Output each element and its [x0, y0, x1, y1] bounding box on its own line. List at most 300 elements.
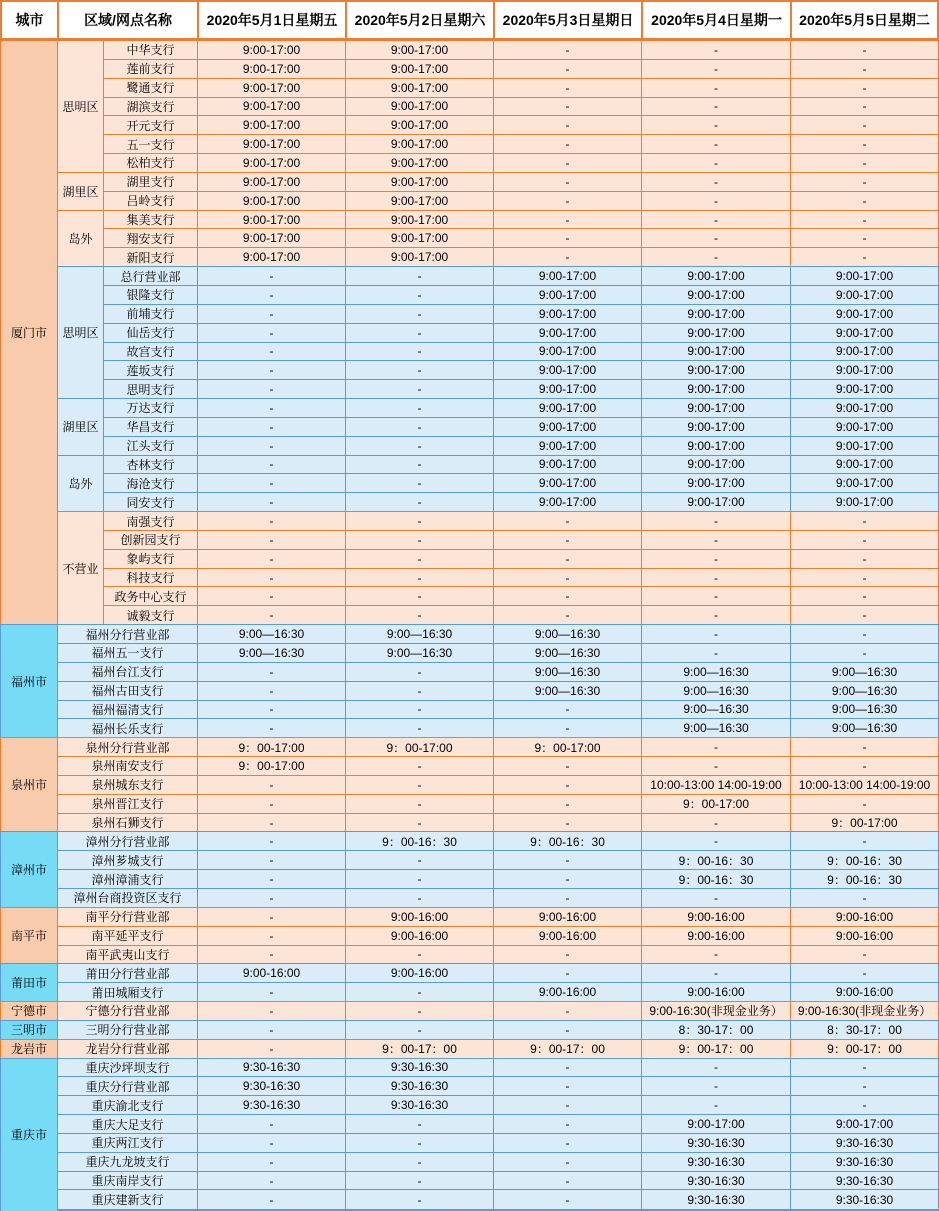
branch-cell: 龙岩分行营业部: [57, 1039, 197, 1058]
branch-cell: 总行营业部: [103, 266, 197, 285]
table-row: [0, 850, 939, 869]
hours-cell: -: [641, 813, 790, 832]
hours-cell: -: [197, 907, 345, 926]
hours-cell: 9:00-17:00: [790, 492, 939, 511]
region-cell: 岛外: [57, 455, 103, 512]
hours-cell: -: [345, 285, 493, 304]
branch-cell: 万达支行: [103, 398, 197, 417]
table-row: [0, 379, 939, 398]
branch-cell: 海沧支行: [103, 473, 197, 492]
branch-cell: 福州分行营业部: [57, 624, 197, 643]
hours-cell: 9：00-16：30: [493, 831, 641, 850]
hours-cell: 9:00-17:00: [345, 40, 493, 59]
hours-cell: -: [197, 982, 345, 1001]
hours-cell: -: [641, 1058, 790, 1077]
branch-cell: 创新园支行: [103, 530, 197, 549]
hours-cell: -: [641, 134, 790, 153]
hours-cell: 9:30-16:30: [345, 1095, 493, 1114]
hours-cell: -: [493, 718, 641, 737]
hours-cell: 9:30-16:30: [197, 1076, 345, 1095]
branch-cell: 华昌支行: [103, 417, 197, 436]
table-row: [0, 417, 939, 436]
hours-cell: 9:00—16:30: [641, 718, 790, 737]
hours-cell: -: [345, 662, 493, 681]
hours-cell: 9:00-17:00: [493, 285, 641, 304]
hours-cell: -: [197, 1020, 345, 1039]
hours-cell: 9:00-17:00: [790, 360, 939, 379]
hours-cell: 9:00-17:00: [641, 455, 790, 474]
hours-cell: -: [197, 266, 345, 285]
branch-cell: 福州福清支行: [57, 700, 197, 719]
table-row: [0, 172, 939, 191]
hours-cell: -: [790, 191, 939, 210]
hours-cell: -: [641, 228, 790, 247]
table-row: [0, 586, 939, 605]
table-row: [0, 78, 939, 97]
hours-cell: -: [197, 831, 345, 850]
hours-cell: 9:00-16:00: [641, 907, 790, 926]
branch-cell: 中华支行: [103, 40, 197, 59]
branch-cell: 新阳支行: [103, 247, 197, 266]
branch-cell: 宁德分行营业部: [57, 1001, 197, 1020]
hours-cell: -: [345, 417, 493, 436]
hours-cell: -: [641, 945, 790, 964]
branch-cell: 福州长乐支行: [57, 718, 197, 737]
branch-cell: 福州台江支行: [57, 662, 197, 681]
hours-cell: -: [790, 78, 939, 97]
header-city: 城市: [0, 0, 57, 40]
hours-cell: 9:00—16:30: [641, 662, 790, 681]
hours-cell: -: [641, 247, 790, 266]
table-row: [0, 323, 939, 342]
hours-cell: 9:00-17:00: [790, 285, 939, 304]
hours-cell: 9：00-17:00: [790, 813, 939, 832]
branch-cell: 松柏支行: [103, 153, 197, 172]
hours-cell: -: [641, 963, 790, 982]
hours-cell: -: [493, 228, 641, 247]
hours-cell: -: [493, 586, 641, 605]
table-row: [0, 285, 939, 304]
city-cell: 福州市: [0, 624, 57, 737]
table-row: [0, 59, 939, 78]
branch-cell: 漳州芗城支行: [57, 850, 197, 869]
table-row: [0, 247, 939, 266]
hours-cell: 9：00-16：30: [641, 869, 790, 888]
hours-cell: -: [790, 831, 939, 850]
hours-cell: 9:00—16:30: [790, 662, 939, 681]
hours-cell: 9:00-16:00: [790, 926, 939, 945]
table-row: [0, 530, 939, 549]
hours-cell: -: [197, 417, 345, 436]
branch-cell: 吕岭支行: [103, 191, 197, 210]
table-row: [0, 643, 939, 662]
hours-cell: 9:00-17:00: [790, 304, 939, 323]
branch-cell: 思明支行: [103, 379, 197, 398]
hours-cell: -: [493, 172, 641, 191]
hours-cell: -: [345, 1189, 493, 1211]
table-row: [0, 775, 939, 794]
hours-cell: 9:00-17:00: [641, 492, 790, 511]
hours-cell: -: [641, 605, 790, 624]
branch-cell: 重庆沙坪坝支行: [57, 1058, 197, 1077]
hours-cell: 10:00-13:00 14:00-19:00: [641, 775, 790, 794]
hours-cell: 9:00-17:00: [790, 266, 939, 285]
hours-cell: -: [493, 700, 641, 719]
hours-cell: -: [493, 869, 641, 888]
table-row: [0, 228, 939, 247]
hours-cell: 8：30-17：00: [790, 1020, 939, 1039]
hours-cell: -: [345, 850, 493, 869]
hours-cell: -: [493, 153, 641, 172]
hours-cell: -: [493, 530, 641, 549]
hours-cell: -: [493, 1020, 641, 1039]
hours-cell: 9:00-16:00: [641, 982, 790, 1001]
hours-cell: 9:00-17:00: [790, 398, 939, 417]
table-row: [0, 907, 939, 926]
branch-cell: 重庆两江支行: [57, 1133, 197, 1152]
hours-cell: -: [493, 97, 641, 116]
branch-cell: 翔安支行: [103, 228, 197, 247]
hours-cell: 9:00-17:00: [790, 455, 939, 474]
branch-cell: 开元支行: [103, 115, 197, 134]
hours-cell: 9:00-17:00: [493, 492, 641, 511]
hours-cell: -: [345, 342, 493, 361]
table-row: [0, 436, 939, 455]
branch-cell: 莆田分行营业部: [57, 963, 197, 982]
hours-cell: -: [493, 549, 641, 568]
hours-cell: 9:00-17:00: [197, 134, 345, 153]
city-cell: 宁德市: [0, 1001, 57, 1020]
hours-cell: -: [641, 172, 790, 191]
hours-cell: 9:00-17:00: [197, 97, 345, 116]
hours-cell: -: [493, 115, 641, 134]
branch-cell: 重庆南岸支行: [57, 1171, 197, 1190]
hours-cell: 9:00-17:00: [345, 78, 493, 97]
hours-cell: -: [641, 586, 790, 605]
hours-cell: -: [493, 1076, 641, 1095]
hours-cell: 9:30-16:30: [641, 1152, 790, 1171]
table-row: [0, 360, 939, 379]
branch-cell: 前埔支行: [103, 304, 197, 323]
hours-cell: -: [345, 304, 493, 323]
hours-cell: -: [197, 794, 345, 813]
table-row: [0, 455, 939, 474]
hours-cell: -: [641, 737, 790, 756]
hours-cell: -: [641, 530, 790, 549]
hours-cell: -: [641, 1095, 790, 1114]
hours-cell: 9:00-17:00: [345, 228, 493, 247]
hours-cell: -: [197, 455, 345, 474]
branch-cell: 南平武夷山支行: [57, 945, 197, 964]
header-date-3: 2020年5月3日星期日: [493, 0, 641, 40]
region-cell: 湖里区: [57, 398, 103, 455]
table-header: [0, 0, 939, 40]
table-row: [0, 1020, 939, 1039]
hours-cell: -: [790, 756, 939, 775]
table-row: [0, 1171, 939, 1190]
table-body: [0, 40, 939, 1211]
hours-cell: -: [790, 134, 939, 153]
hours-cell: 9:00—16:30: [493, 681, 641, 700]
hours-cell: -: [197, 718, 345, 737]
branch-cell: 湖里支行: [103, 172, 197, 191]
table-row: [0, 492, 939, 511]
hours-cell: -: [197, 1039, 345, 1058]
hours-cell: 9：00-17：00: [493, 1039, 641, 1058]
header-region-branch: 区域/网点名称: [57, 0, 197, 40]
hours-cell: 9:00-17:00: [345, 115, 493, 134]
hours-cell: 9:00-17:00: [345, 247, 493, 266]
hours-cell: -: [493, 1114, 641, 1133]
hours-cell: 9:00-17:00: [641, 436, 790, 455]
hours-cell: 9:00-17:00: [641, 266, 790, 285]
hours-cell: 9：00-17:00: [197, 756, 345, 775]
hours-cell: -: [790, 59, 939, 78]
hours-cell: 9:00—16:30: [790, 681, 939, 700]
hours-cell: -: [641, 97, 790, 116]
table-row: [0, 605, 939, 624]
hours-cell: -: [197, 1189, 345, 1211]
hours-cell: -: [493, 1058, 641, 1077]
hours-cell: 9：00-16：30: [641, 850, 790, 869]
hours-cell: 9:00-17:00: [493, 436, 641, 455]
branch-cell: 三明分行营业部: [57, 1020, 197, 1039]
hours-cell: 9:00-16:00: [197, 963, 345, 982]
table-row: [0, 888, 939, 907]
hours-cell: 9:00—16:30: [790, 718, 939, 737]
table-row: [0, 945, 939, 964]
hours-cell: -: [790, 97, 939, 116]
branch-cell: 南强支行: [103, 511, 197, 530]
hours-cell: 9:00-17:00: [345, 172, 493, 191]
hours-cell: -: [197, 530, 345, 549]
hours-cell: -: [790, 530, 939, 549]
hours-cell: 9:00-17:00: [641, 417, 790, 436]
table-row: [0, 1133, 939, 1152]
hours-cell: -: [493, 1001, 641, 1020]
hours-cell: -: [197, 285, 345, 304]
hours-cell: -: [790, 737, 939, 756]
hours-cell: 9:00—16:30: [197, 624, 345, 643]
branch-cell: 故宫支行: [103, 342, 197, 361]
hours-cell: 9:00-16:00: [345, 926, 493, 945]
hours-cell: 9:30-16:30: [790, 1171, 939, 1190]
branch-cell: 象屿支行: [103, 549, 197, 568]
hours-cell: 9:00-17:00: [493, 473, 641, 492]
hours-cell: -: [197, 605, 345, 624]
hours-cell: 9:00—16:30: [493, 624, 641, 643]
hours-cell: -: [197, 342, 345, 361]
hours-cell: -: [345, 379, 493, 398]
hours-cell: -: [493, 40, 641, 59]
hours-cell: -: [641, 549, 790, 568]
hours-cell: -: [345, 888, 493, 907]
hours-cell: -: [197, 1114, 345, 1133]
table-row: [0, 210, 939, 229]
branch-cell: 重庆九龙坡支行: [57, 1152, 197, 1171]
branch-cell: 漳州分行营业部: [57, 831, 197, 850]
hours-cell: -: [197, 926, 345, 945]
hours-cell: -: [641, 153, 790, 172]
hours-cell: 9:00-16:00: [493, 926, 641, 945]
branch-cell: 南平延平支行: [57, 926, 197, 945]
hours-cell: -: [345, 869, 493, 888]
hours-cell: 9:00-17:00: [197, 153, 345, 172]
branch-cell: 南平分行营业部: [57, 907, 197, 926]
hours-cell: 9:00-17:00: [197, 115, 345, 134]
header-row: [0, 0, 939, 40]
city-cell: 南平市: [0, 907, 57, 964]
hours-cell: -: [493, 210, 641, 229]
hours-cell: -: [345, 1133, 493, 1152]
hours-cell: 9:00-17:00: [345, 210, 493, 229]
hours-cell: -: [197, 586, 345, 605]
hours-cell: 9：00-17：00: [345, 1039, 493, 1058]
branch-cell: 诚毅支行: [103, 605, 197, 624]
hours-cell: 9:00—16:30: [345, 643, 493, 662]
hours-cell: -: [790, 568, 939, 587]
hours-cell: -: [345, 718, 493, 737]
hours-cell: -: [641, 756, 790, 775]
table-row: [0, 342, 939, 361]
hours-cell: -: [345, 398, 493, 417]
hours-cell: -: [641, 191, 790, 210]
hours-cell: -: [493, 1171, 641, 1190]
hours-cell: 9:00-17:00: [493, 323, 641, 342]
table-row: [0, 1058, 939, 1077]
branch-cell: 泉州石狮支行: [57, 813, 197, 832]
hours-cell: 9：00-17：00: [790, 1039, 939, 1058]
hours-cell: 9:00—16:30: [197, 643, 345, 662]
hours-cell: -: [197, 700, 345, 719]
branch-cell: 重庆渝北支行: [57, 1095, 197, 1114]
hours-cell: 9:00-17:00: [345, 134, 493, 153]
hours-cell: 9:00-17:00: [493, 304, 641, 323]
hours-cell: -: [197, 511, 345, 530]
hours-cell: 9:00-17:00: [790, 379, 939, 398]
hours-cell: -: [493, 888, 641, 907]
hours-cell: -: [197, 662, 345, 681]
hours-cell: 9:00-17:00: [641, 398, 790, 417]
hours-cell: 9:00-17:00: [493, 455, 641, 474]
hours-cell: 9：00-17:00: [493, 737, 641, 756]
hours-cell: -: [345, 586, 493, 605]
branch-cell: 同安支行: [103, 492, 197, 511]
hours-cell: 9:00—16:30: [641, 700, 790, 719]
hours-cell: -: [493, 794, 641, 813]
hours-cell: -: [790, 1095, 939, 1114]
hours-cell: 9:00-17:00: [493, 342, 641, 361]
branch-cell: 银隆支行: [103, 285, 197, 304]
hours-cell: -: [197, 379, 345, 398]
hours-cell: -: [345, 775, 493, 794]
hours-cell: -: [641, 115, 790, 134]
table-row: [0, 134, 939, 153]
branch-cell: 泉州南安支行: [57, 756, 197, 775]
hours-cell: -: [197, 398, 345, 417]
hours-cell: -: [197, 681, 345, 700]
hours-cell: -: [345, 549, 493, 568]
hours-cell: -: [790, 40, 939, 59]
table-row: [0, 662, 939, 681]
hours-cell: 10:00-13:00 14:00-19:00: [790, 775, 939, 794]
hours-cell: 9:00-17:00: [790, 417, 939, 436]
branch-cell: 湖滨支行: [103, 97, 197, 116]
table-row: [0, 266, 939, 285]
city-cell: 厦门市: [0, 40, 57, 624]
hours-cell: -: [345, 982, 493, 1001]
hours-cell: 9：00-17:00: [345, 737, 493, 756]
branch-cell: 重庆大足支行: [57, 1114, 197, 1133]
table-row: [0, 549, 939, 568]
hours-cell: -: [493, 775, 641, 794]
hours-cell: 9：00-17:00: [641, 794, 790, 813]
hours-cell: 9:00-17:00: [345, 191, 493, 210]
hours-cell: -: [197, 492, 345, 511]
hours-cell: -: [345, 700, 493, 719]
hours-cell: -: [345, 945, 493, 964]
branch-cell: 五一支行: [103, 134, 197, 153]
table-row: [0, 153, 939, 172]
hours-cell: -: [641, 40, 790, 59]
branch-cell: 漳州台商投资区支行: [57, 888, 197, 907]
hours-cell: 9:00-17:00: [641, 342, 790, 361]
hours-cell: -: [345, 511, 493, 530]
hours-cell: 9:00-16:00: [790, 907, 939, 926]
hours-cell: 9:00-17:00: [641, 323, 790, 342]
region-cell: 湖里区: [57, 172, 103, 210]
hours-cell: -: [197, 436, 345, 455]
hours-cell: 9:00-17:00: [790, 1114, 939, 1133]
hours-cell: -: [493, 191, 641, 210]
table-row: [0, 718, 939, 737]
hours-cell: -: [641, 831, 790, 850]
hours-cell: -: [197, 869, 345, 888]
hours-cell: 9:30-16:30: [641, 1171, 790, 1190]
table-row: [0, 963, 939, 982]
hours-cell: 9:00-17:00: [197, 228, 345, 247]
table-row: [0, 97, 939, 116]
header-date-1: 2020年5月1日星期五: [197, 0, 345, 40]
hours-cell: -: [641, 1076, 790, 1095]
branch-cell: 漳州漳浦支行: [57, 869, 197, 888]
hours-cell: 9:00-16:00: [493, 982, 641, 1001]
branch-cell: 政务中心支行: [103, 586, 197, 605]
hours-cell: -: [345, 1171, 493, 1190]
table-row: [0, 40, 939, 59]
table-row: [0, 831, 939, 850]
branch-cell: 福州古田支行: [57, 681, 197, 700]
hours-cell: 9:00-17:00: [197, 40, 345, 59]
hours-cell: 9:00-17:00: [790, 436, 939, 455]
hours-cell: -: [493, 247, 641, 266]
hours-cell: -: [790, 794, 939, 813]
hours-cell: 9:00-17:00: [197, 78, 345, 97]
branch-cell: 泉州分行营业部: [57, 737, 197, 756]
table-row: [0, 681, 939, 700]
hours-cell: 9:00-17:00: [493, 417, 641, 436]
hours-cell: -: [641, 511, 790, 530]
hours-cell: -: [641, 568, 790, 587]
hours-cell: -: [345, 1020, 493, 1039]
hours-cell: -: [345, 681, 493, 700]
hours-cell: 9：00-16：30: [790, 869, 939, 888]
hours-cell: -: [345, 813, 493, 832]
hours-cell: 8：30-17：00: [641, 1020, 790, 1039]
hours-cell: 9:00—16:30: [641, 681, 790, 700]
hours-cell: 9:00-17:00: [493, 266, 641, 285]
hours-cell: -: [493, 1095, 641, 1114]
